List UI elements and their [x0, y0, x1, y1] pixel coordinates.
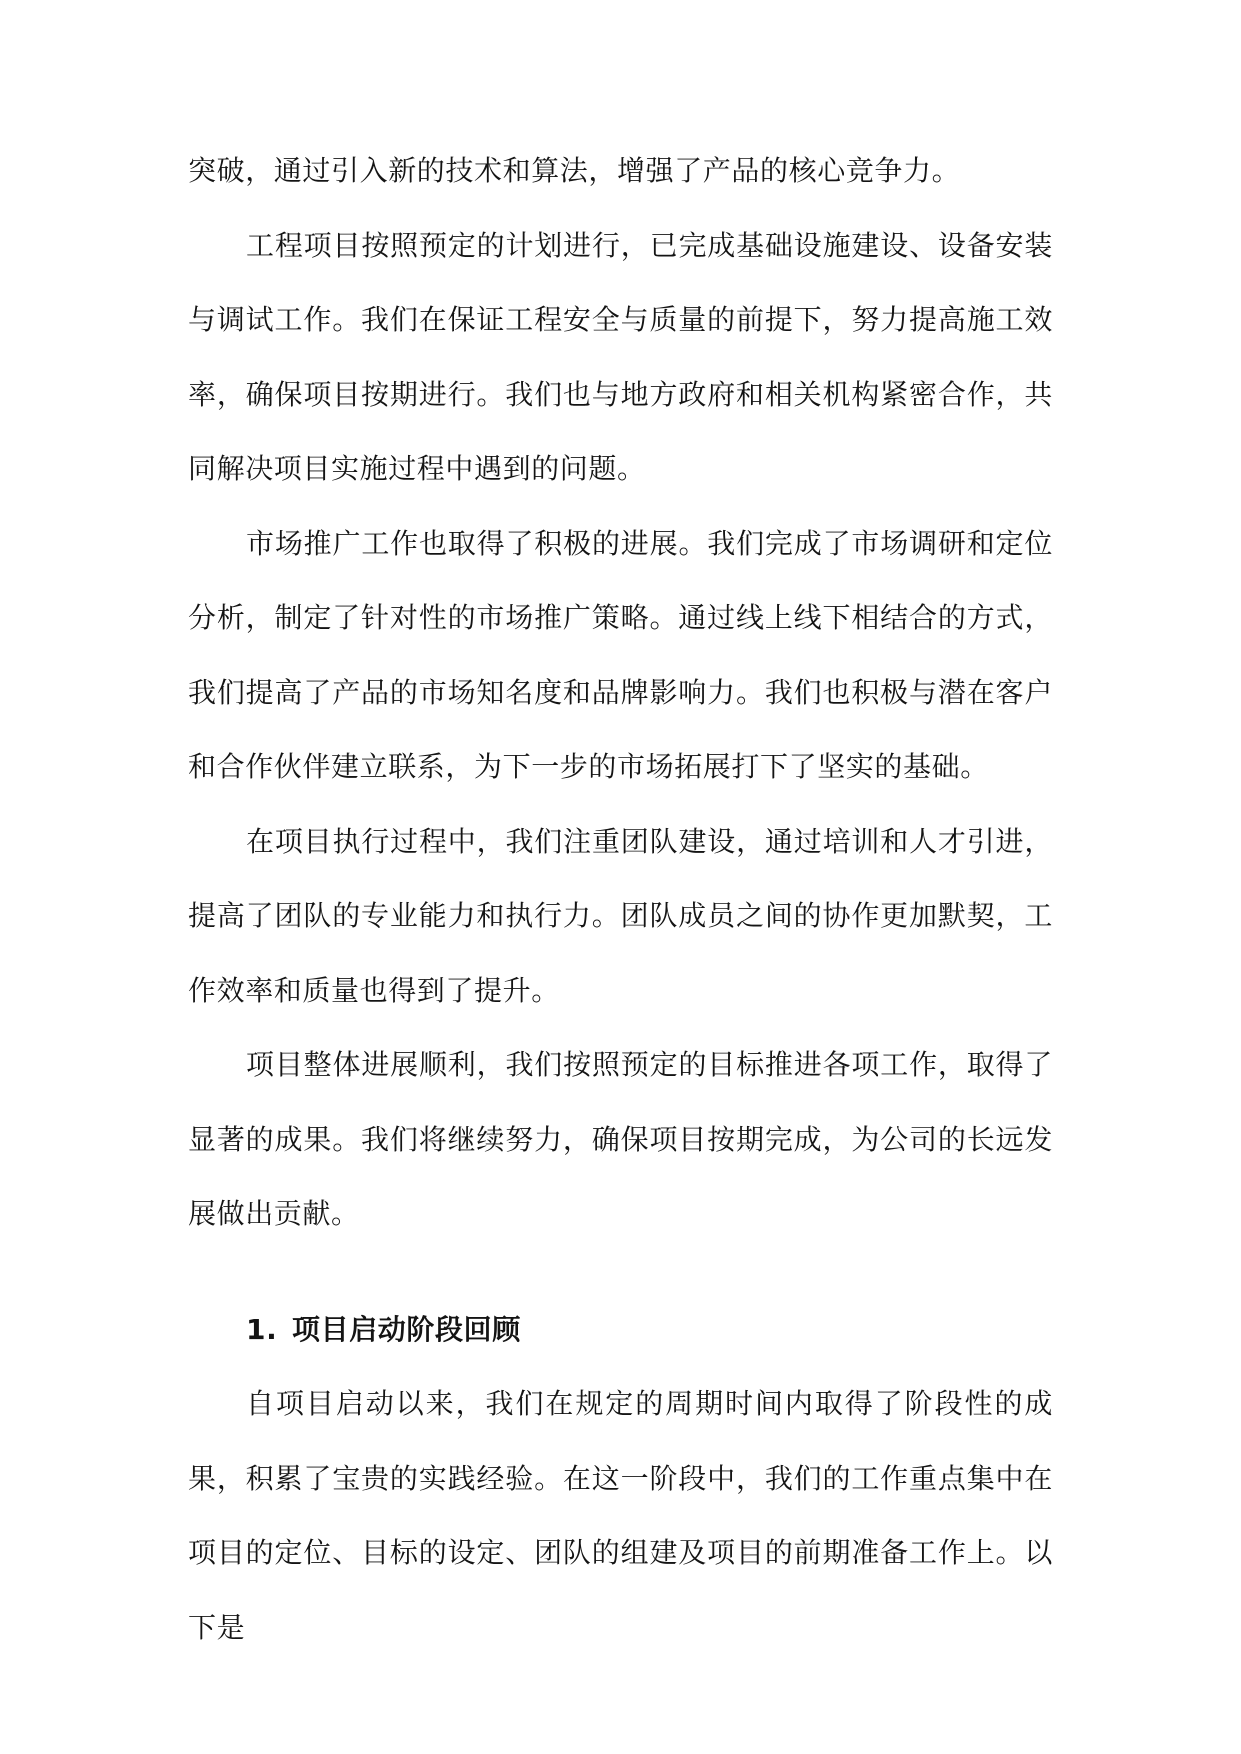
paragraph-startup-review: 自项目启动以来，我们在规定的周期时间内取得了阶段性的成果，积累了宝贵的实践经验。在这一阶段中，我们的工作重点集中在项目的定位、目标的设定、团队的组建及项目的前期准备工作上。以下是: [188, 1387, 1053, 1644]
paragraph-marketing-progress: 市场推广工作也取得了积极的进展。我们完成了市场调研和定位分析，制定了针对性的市场推广策略。通过线上线下相结合的方式，我们提高了产品的市场知名度和品牌影响力。我们也积极与潜在客户和合作伙伴建立联系，为下一步的市场拓展打下了坚实的基础。: [188, 526, 1053, 783]
section-heading-number: 1.: [246, 1312, 278, 1346]
paragraph-continued: 突破，通过引入新的技术和算法，增强了产品的核心竞争力。: [188, 154, 961, 187]
paragraph-engineering-progress: 工程项目按照预定的计划进行，已完成基础设施建设、设备安装与调试工作。我们在保证工程安全与质量的前提下，努力提高施工效率，确保项目按期进行。我们也与地方政府和相关机构紧密合作，共同解决项目实施过程中遇到的问题。: [188, 228, 1053, 485]
document-body: [188, 134, 1053, 1665]
section-heading-title: 项目启动阶段回顾: [292, 1312, 521, 1346]
section-heading: [188, 1293, 1053, 1368]
paragraph-team-building: 在项目执行过程中，我们注重团队建设，通过培训和人才引进，提高了团队的专业能力和执行力。团队成员之间的协作更加默契，工作效率和质量也得到了提升。: [188, 824, 1053, 1007]
paragraph-overall-summary: 项目整体进展顺利，我们按照预定的目标推进各项工作，取得了显著的成果。我们将继续努力，确保项目按期完成，为公司的长远发展做出贡献。: [188, 1048, 1053, 1230]
